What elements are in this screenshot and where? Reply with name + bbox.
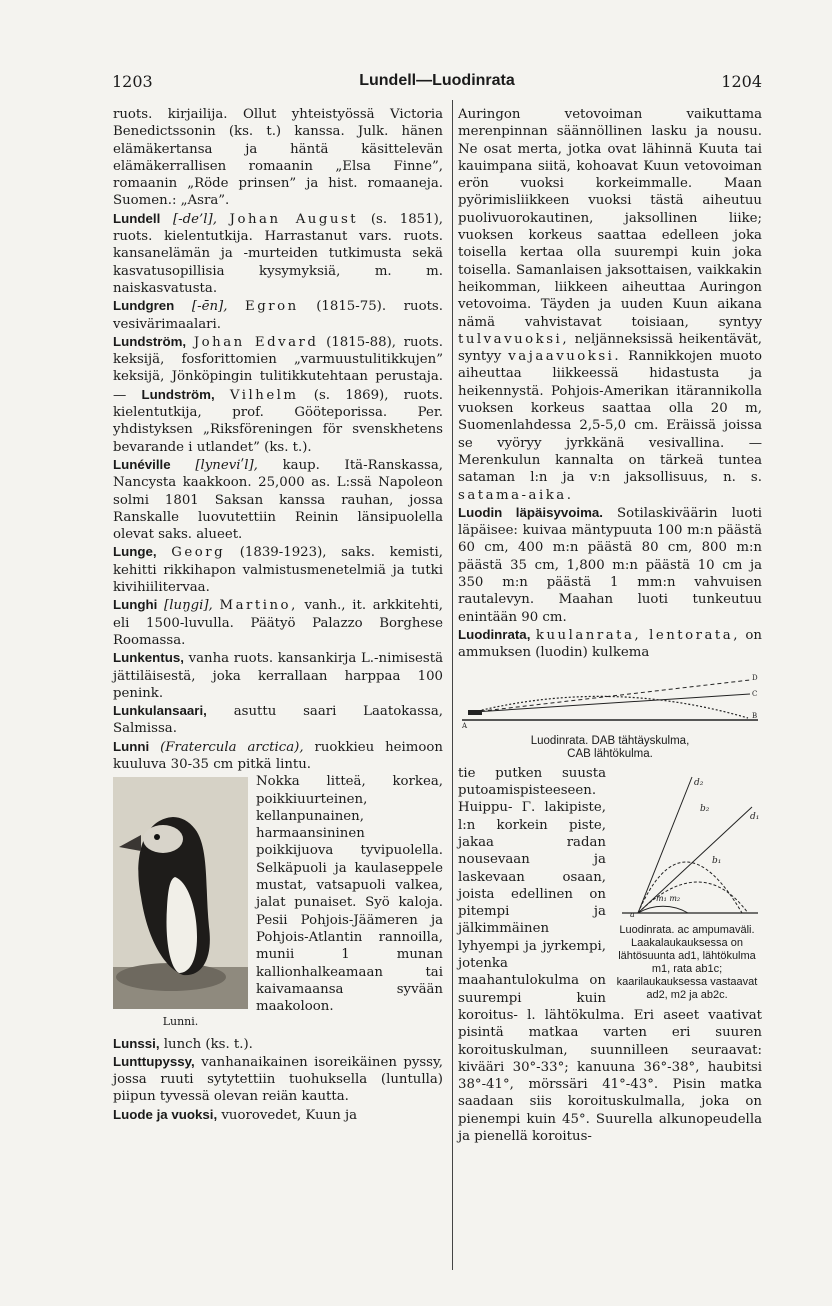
entry-luneville: Lunéville [lyneviʹl], kaup. Itä-Ranskassa, Nancysta kaakkoon. 25,000 as. L:ssä Napoleon solmi 1801 Saksan kanssa rauhan, jossa Ranskalle luovutettiin Reinin länsipuolella olevat saks. alueet. <box>113 456 443 543</box>
svg-text:A: A <box>462 721 468 730</box>
entry-lundstrom: Lundström, Johan Edvard (1815-88), ruots. keksijä, fosforittomien „varmuustulitikkujen” keksijä, Jönköpingin tulitikkutehtaan perustaja. — Lundström, Vilhelm (s. 1869), ruots. kielentutkija, prof. Gööteporissa. Per. yhdistyksen „Riksföreningen för svenskhetens bevarande i utlandet” (ks. t.). <box>113 333 443 455</box>
lunni-figure <box>113 777 248 1030</box>
angle-caption: Luodinrata. ac ampumaväli. Laakalaukauksessa on lähtösuunta ad1, lähtökulma m1, rata ab1c; kaarilaukauksessa vastaavat ad2, m2 ja ab2c. <box>616 924 758 1002</box>
entry-luode: Luode ja vuoksi, vuorovedet, Kuun ja <box>113 1106 358 1123</box>
entry-luode-continuation: Auringon vetovoiman vaikuttama merenpinnan säännöllinen lasku ja nousu. Ne osat merta, jotka ovat lähinnä Kuuta tai kauimpana siitä, kohoavat Kuun vetovoiman erön vuoksi korkeimmalle. Maan pyörimisliikkeen vuoksi tästä aiheutuu puolivuorokautinen, jaksollinen liike; vuoksen korkeus saattaa edelleen joka toisella kertaa olla suurempi kuin joka toisella. Samanlaisen jaksottaisen, vaikkakin heikomman, liikkeen aiheuttaa Auringon vetovoima. Täyden ja uuden Kuun aikana nämä vahvistavat toisiaan, syntyy tulvavuoksi, neljänneksissä heikentävät, syntyy vajaavuoksi. Rannikkojen muoto aiheuttaa liikkeessä hidastusta ja heikennystä. Pohjois-Amerikan itärannikolla vuoksen korkeus saattaa olla 20 m, Suomenlahdessa 2,5-5,0 cm. Eräissä joissa se vyöryy jyrkkänä vesivallina. — Merenkulun kannalta on tärkeä tuntea sataman l:n ja v:n jaksollisuus, n. s. satama-aika. <box>458 107 763 503</box>
svg-text:m₁ m₂: m₁ m₂ <box>656 893 681 903</box>
svg-text:b₁: b₁ <box>712 855 722 866</box>
entry-lunni: Lunni (Fratercula arctica), ruokkieu heimoon kuuluva 30-35 cm pitkä lintu. <box>113 738 443 772</box>
entry-lunssi: Lunssi, lunch (ks. t.). <box>113 1035 253 1052</box>
svg-text:d₁: d₁ <box>750 811 760 822</box>
entry-luodinrata-continuation: tie putken suusta putoamispisteeseen. Huippu- Γ. lakipiste, l:n korkein piste, jakaa radan nousevaan ja laskevaan osaan, joista edellinen on pitempi ja jälkimmäinen lyhyempi ja jyrkempi, jotenka maahantulokulma on suurempi kuin koroitus- l. lähtökulma. Eri aseet vaativat pisintä matkaa varten eri suuren koroituskulman, suunnilleen seuraavat: kivääri 30°-33°; kanuuna 36°-38°, haubitsi 38°-41°, mörssäri 41°-43°. Pisin matka saadaan siis koroituskulmalla, joka on pienempi kuin 45°. Suurella alkunopeudella ja pienellä koroitus- <box>458 765 762 1145</box>
entry-lunge: Lunge, Georg (1839-1923), saks. kemisti, kehitti rikkihapon valmistusmenetelmiä ja tutki kivihiilitervaa. <box>113 544 444 596</box>
svg-text:b₂: b₂ <box>700 803 710 814</box>
entry-lunkulansaari: Lunkulansaari, asuttu saari Laatokassa, Salmissa. <box>113 703 443 737</box>
trajectory-diagram <box>460 672 760 730</box>
page-number-left: 1203 <box>112 72 153 91</box>
right-column <box>458 106 762 1145</box>
entry-lunni-description: Nokka litteä, korkea, poikkiuurteinen, kellanpunainen, harmaansininen poikkijuova tyvipuolella. Selkäpuoli ja kaulaseppele mustat, vatsapuoli valkea, jalat punaiset. Syö kaloja. Pesii Pohjois-Jäämeren ja Pohjois-Atlantin rannoilla, munii 1 munan kallionhalkeamaan tai kaivamaansa syvään maakoloon. <box>256 774 443 1015</box>
entry-lunghi: Lunghi [luŋgi], Martino, vanh., it. arkkitehti, eli 1500-luvulla. Päätyö Palazzo Borghese Roomassa. <box>113 597 444 648</box>
puffin-photo <box>113 777 248 1009</box>
svg-text:C: C <box>752 689 758 698</box>
running-title: Lundell—Luodinrata <box>359 72 515 89</box>
entry-continuation: ruots. kirjailija. Ollut yhteistyössä Victoria Benedictssonin (ks. t.) kanssa. Julk. hänen elämäkertansa ja häntä käsittelevän elämäkerrallisen romaanin „Elsa Finne”, romaanin „Röde prinsen” ja hist. romaaneja. Suomen.: „Asra”. <box>113 107 443 209</box>
svg-text:d₂: d₂ <box>694 777 704 788</box>
trajectory-caption-a: Luodinrata. DAB tähtäyskulma, <box>530 734 690 747</box>
page-header <box>112 72 762 94</box>
entry-lundgren: Lundgren [-ēn], Egron (1815-75). ruots. vesivärimaalari. <box>113 298 443 332</box>
svg-text:B: B <box>752 711 758 720</box>
trajectory-caption-b: CAB lähtökulma. <box>567 747 653 760</box>
entry-lundell: Lundell [-de’l], Johan August (s. 1851), ruots. kielentutkija. Harrastanut vars. ruots. kansanelämän ja -murteiden tutkimusta sekä kasvatusopillisia kysymyksiä, m. m. naiskasvatusta. <box>113 210 443 296</box>
svg-text:D: D <box>752 673 758 682</box>
column-divider <box>452 100 453 1270</box>
page-number-right: 1204 <box>721 72 762 91</box>
entry-luodinrata: Luodinrata, kuulanrata, lentorata, on ammuksen (luodin) kulkema <box>458 626 762 661</box>
entry-lunttupyssy: Lunttupyssy, vanhanaikainen isoreikäinen pyssy, jossa ruuti sytytettiin tuohuksella (luntulla) piipun tyvessä olevan reiän kautta. <box>113 1053 443 1105</box>
svg-text:a: a <box>630 909 635 919</box>
trajectory-figure <box>458 672 762 761</box>
angle-diagram <box>612 771 762 919</box>
puffin-image <box>113 777 248 1009</box>
entry-luodin-lapaisyvoima: Luodin läpäisyvoima. Sotilaskiväärin luoti läpäisee: kuivaa mäntypuuta 100 m:n päästä 60 cm, 400 m:n päästä 80 cm, 800 m:n päästä 35 cm, 1,800 m:n päästä 10 cm ja 350 m:n päästä 1 mm:n vahvuisen rautalevyn. Maahan luoti tunkeutuu enintään 90 cm. <box>458 504 763 625</box>
left-column <box>113 106 443 1124</box>
lunni-caption: Lunni. <box>162 1015 199 1029</box>
entry-lunkentus: Lunkentus, vanha ruots. kansankirja L.-nimisestä jättiläisestä, joka kerrallaan harppaa 100 penink. <box>113 650 443 701</box>
angle-figure <box>612 771 762 1002</box>
